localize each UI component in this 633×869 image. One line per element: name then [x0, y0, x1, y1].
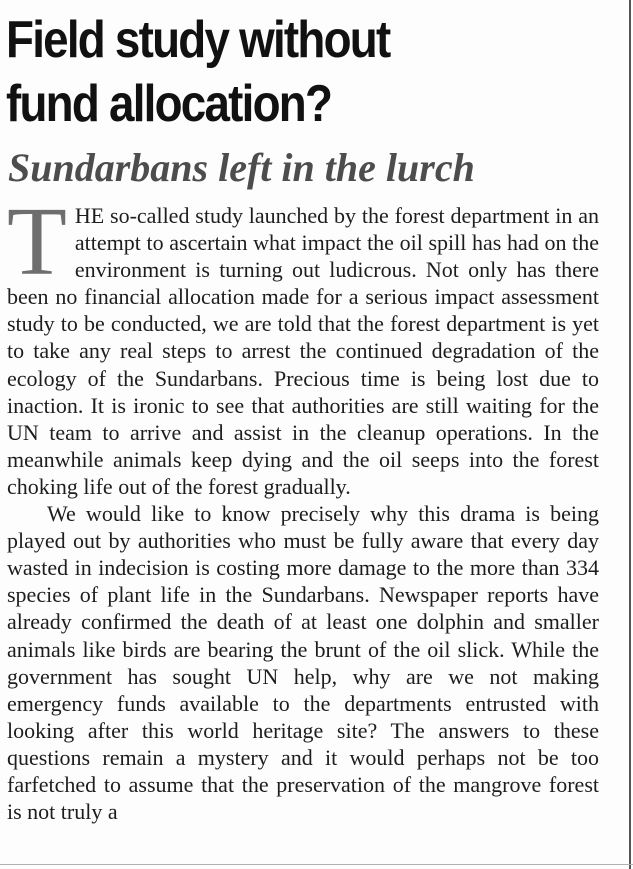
- column-rule-right: [629, 0, 631, 869]
- headline-line-1: Field study without: [6, 11, 390, 69]
- paragraph-1-text: HE so-called study launched by the forest department in an attempt to ascertain what impact the oil spill has had on the environment is turning out ludicrous. Not only has there been no financial allocation made for a serious impact assessment study to be conducted, we are told that the forest department is yet to take any real steps to arrest the continued degradation of the ecology of the Sundarbans. Precious time is being lost due to inaction. It is ironic to see that authorities are still waiting for the UN team to arrive and assist in the cleanup operations. In the meanwhile animals keep dying and the oil seeps into the forest choking life out of the forest gradually.: [7, 203, 599, 499]
- headline-line-2: fund allocation?: [6, 75, 332, 133]
- column-rule-bottom: [0, 864, 633, 865]
- paragraph-1: [7, 188, 599, 500]
- kicker-subheadline: Sundarbans left in the lurch: [8, 145, 475, 190]
- article-body: [7, 188, 599, 825]
- headline: [6, 8, 534, 136]
- paragraph-2: We would like to know precisely why this drama is being played out by authorities who must be fully aware that every day wasted in indecision is costing more damage to the more than 334 species of plant life in the Sundarbans. Newspaper reports have already confirmed the death of at least one dolphin and smaller animals like birds are bearing the brunt of the oil slick. While the government has sought UN help, why are we not making emergency funds available to the departments entrusted with looking after this world heritage site? The answers to these questions remain a mystery and it would perhaps not be too farfetched to assume that the preservation of the mangrove forest is not truly a: [7, 501, 599, 825]
- drop-cap: T: [7, 188, 67, 296]
